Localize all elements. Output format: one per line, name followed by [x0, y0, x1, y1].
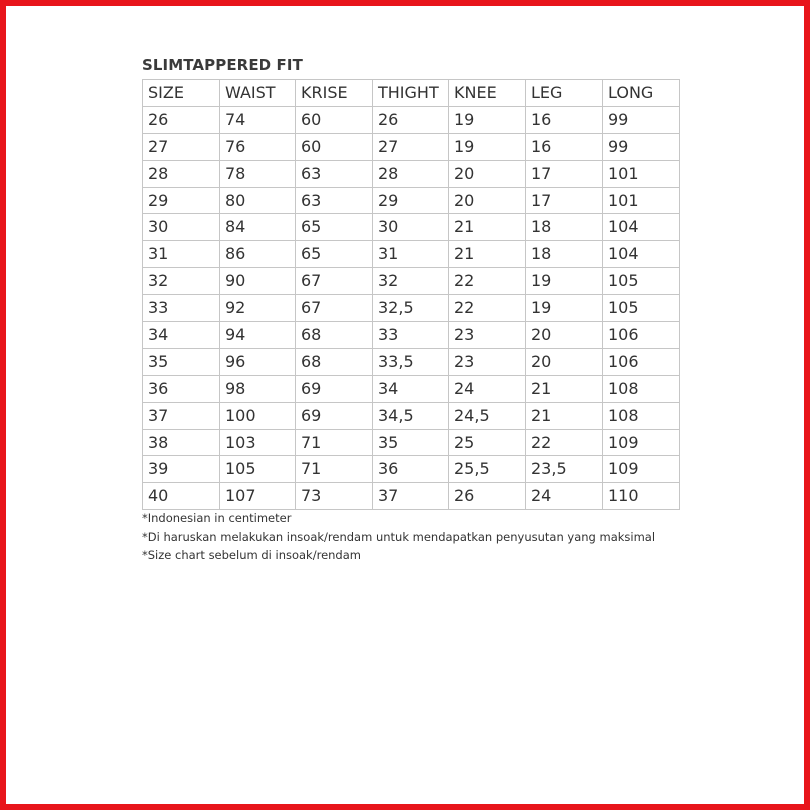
table-cell: 25 — [449, 429, 526, 456]
table-cell: 17 — [526, 187, 603, 214]
table-row — [143, 160, 680, 187]
table-cell: 71 — [296, 429, 373, 456]
table-cell: 22 — [526, 429, 603, 456]
note-soak-instruction: *Di haruskan melakukan insoak/rendam untuk mendapatkan penyusutan yang maksimal — [142, 529, 656, 544]
table-cell: 21 — [526, 375, 603, 402]
table-cell: 98 — [220, 375, 296, 402]
table-cell: 28 — [373, 160, 449, 187]
table-row — [143, 106, 680, 133]
table-cell: 96 — [220, 348, 296, 375]
table-cell: 78 — [220, 160, 296, 187]
table-cell: 80 — [220, 187, 296, 214]
table-cell: 18 — [526, 241, 603, 268]
table-cell: 24 — [526, 483, 603, 510]
table-cell: 19 — [449, 106, 526, 133]
table-cell: 33 — [373, 322, 449, 349]
table-cell: 29 — [143, 187, 220, 214]
table-cell: 35 — [143, 348, 220, 375]
table-cell: 60 — [296, 106, 373, 133]
header-cell: LEG — [526, 80, 603, 107]
table-row — [143, 268, 680, 295]
table-cell: 108 — [603, 375, 680, 402]
table-cell: 30 — [143, 214, 220, 241]
table-row — [143, 295, 680, 322]
table-cell: 99 — [603, 106, 680, 133]
table-row — [143, 402, 680, 429]
table-cell: 40 — [143, 483, 220, 510]
table-cell: 63 — [296, 160, 373, 187]
table-cell: 32 — [143, 268, 220, 295]
header-cell: KNEE — [449, 80, 526, 107]
table-cell: 109 — [603, 429, 680, 456]
table-cell: 74 — [220, 106, 296, 133]
table-row — [143, 214, 680, 241]
table-row — [143, 187, 680, 214]
table-cell: 37 — [143, 402, 220, 429]
table-cell: 22 — [449, 295, 526, 322]
table-cell: 65 — [296, 214, 373, 241]
table-cell: 71 — [296, 456, 373, 483]
table-cell: 101 — [603, 160, 680, 187]
table-row — [143, 348, 680, 375]
table-cell: 35 — [373, 429, 449, 456]
table-cell: 19 — [526, 295, 603, 322]
table-cell: 105 — [220, 456, 296, 483]
table-cell: 34 — [373, 375, 449, 402]
table-row — [143, 456, 680, 483]
table-cell: 67 — [296, 295, 373, 322]
header-cell: THIGHT — [373, 80, 449, 107]
notes — [142, 510, 655, 566]
table-row — [143, 133, 680, 160]
table-cell: 33 — [143, 295, 220, 322]
table-cell: 100 — [220, 402, 296, 429]
table-cell: 25,5 — [449, 456, 526, 483]
table-row — [143, 322, 680, 349]
table-cell: 110 — [603, 483, 680, 510]
table-header-row — [143, 80, 680, 107]
table-cell: 18 — [526, 214, 603, 241]
table-cell: 21 — [449, 214, 526, 241]
table-cell: 23 — [449, 322, 526, 349]
table-cell: 16 — [526, 133, 603, 160]
table-cell: 23 — [449, 348, 526, 375]
table-cell: 23,5 — [526, 456, 603, 483]
table-cell: 34,5 — [373, 402, 449, 429]
table-cell: 31 — [143, 241, 220, 268]
table-cell: 106 — [603, 322, 680, 349]
table-cell: 34 — [143, 322, 220, 349]
header-cell: SIZE — [143, 80, 220, 107]
size-chart-table — [142, 79, 680, 510]
table-cell: 65 — [296, 241, 373, 268]
table-cell: 94 — [220, 322, 296, 349]
table-cell: 21 — [526, 402, 603, 429]
table-cell: 20 — [526, 348, 603, 375]
table-cell: 76 — [220, 133, 296, 160]
table-row — [143, 375, 680, 402]
table-cell: 33,5 — [373, 348, 449, 375]
table-cell: 16 — [526, 106, 603, 133]
table-row — [143, 429, 680, 456]
table-cell: 26 — [143, 106, 220, 133]
table-cell: 67 — [296, 268, 373, 295]
table-cell: 92 — [220, 295, 296, 322]
header-cell: KRISE — [296, 80, 373, 107]
note-unit: *Indonesian in centimeter — [142, 511, 292, 525]
table-cell: 68 — [296, 348, 373, 375]
table-cell: 22 — [449, 268, 526, 295]
table-cell: 99 — [603, 133, 680, 160]
table-cell: 103 — [220, 429, 296, 456]
table-cell: 20 — [526, 322, 603, 349]
table-cell: 19 — [526, 268, 603, 295]
table-cell: 86 — [220, 241, 296, 268]
table-cell: 84 — [220, 214, 296, 241]
table-cell: 60 — [296, 133, 373, 160]
table-cell: 104 — [603, 214, 680, 241]
header-cell: WAIST — [220, 80, 296, 107]
table-cell: 107 — [220, 483, 296, 510]
table-cell: 73 — [296, 483, 373, 510]
table-cell: 17 — [526, 160, 603, 187]
table-cell: 36 — [373, 456, 449, 483]
table-cell: 109 — [603, 456, 680, 483]
table-cell: 38 — [143, 429, 220, 456]
table-cell: 27 — [143, 133, 220, 160]
size-chart-body — [143, 80, 680, 510]
table-cell: 28 — [143, 160, 220, 187]
table-cell: 32,5 — [373, 295, 449, 322]
table-cell: 29 — [373, 187, 449, 214]
table-cell: 19 — [449, 133, 526, 160]
table-cell: 39 — [143, 456, 220, 483]
table-cell: 108 — [603, 402, 680, 429]
table-cell: 24,5 — [449, 402, 526, 429]
table-cell: 31 — [373, 241, 449, 268]
table-row — [143, 241, 680, 268]
table-cell: 32 — [373, 268, 449, 295]
table-cell: 68 — [296, 322, 373, 349]
table-cell: 90 — [220, 268, 296, 295]
table-cell: 27 — [373, 133, 449, 160]
header-cell: LONG — [603, 80, 680, 107]
table-cell: 24 — [449, 375, 526, 402]
table-cell: 30 — [373, 214, 449, 241]
table-cell: 37 — [373, 483, 449, 510]
table-cell: 20 — [449, 187, 526, 214]
table-cell: 69 — [296, 402, 373, 429]
table-cell: 105 — [603, 295, 680, 322]
table-cell: 36 — [143, 375, 220, 402]
table-row — [143, 483, 680, 510]
table-cell: 69 — [296, 375, 373, 402]
table-cell: 26 — [449, 483, 526, 510]
table-cell: 101 — [603, 187, 680, 214]
size-chart-title: SLIMTAPPERED FIT — [142, 56, 303, 74]
table-cell: 21 — [449, 241, 526, 268]
table-cell: 105 — [603, 268, 680, 295]
table-cell: 63 — [296, 187, 373, 214]
note-pre-soak: *Size chart sebelum di insoak/rendam — [142, 548, 361, 562]
table-cell: 104 — [603, 241, 680, 268]
table-cell: 106 — [603, 348, 680, 375]
table-cell: 20 — [449, 160, 526, 187]
table-cell: 26 — [373, 106, 449, 133]
